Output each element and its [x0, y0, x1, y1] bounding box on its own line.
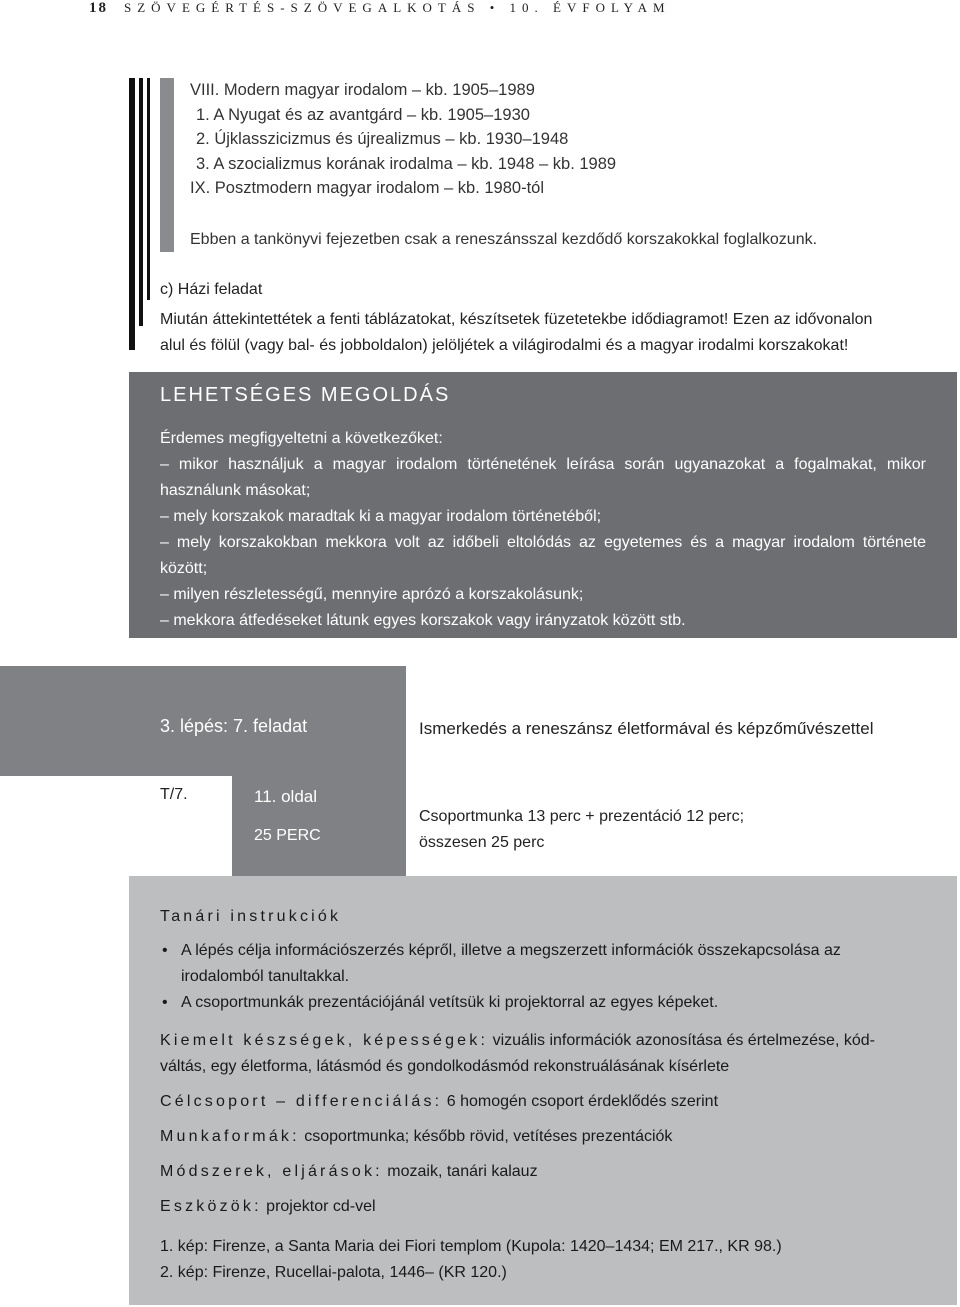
solution-item: – milyen részletességű, mennyire aprózó a korszakolásunk;	[160, 586, 584, 603]
target-label: Célcsoport – differenciálás:	[160, 1093, 443, 1110]
instruction-bullet	[160, 990, 927, 1016]
skills-line	[160, 1028, 927, 1054]
solution-intro: Érdemes megfigyeltetni a következőket:	[160, 430, 443, 447]
decor-stripe-2	[139, 78, 143, 326]
methods-text: mozaik, tanári kalauz	[382, 1163, 538, 1180]
solution-item: – mekkora átfedéseket látunk egyes korszakok vagy irányzatok között stb.	[160, 612, 686, 629]
forms-line	[160, 1124, 927, 1150]
target-text: 6 homogén csoport érdeklődés szerint	[442, 1093, 719, 1110]
era-item: 1. A Nyugat és az avantgárd – kb. 1905–1930	[196, 105, 530, 124]
bullet-line: A csoportmunkák prezentációjánál vetítsük ki projektorral az egyes képeket.	[181, 994, 719, 1011]
page-reference-box	[232, 776, 406, 876]
page-reference: 11. oldal	[254, 787, 318, 806]
page-number: 18	[89, 0, 108, 16]
step-title: Ismerkedés a reneszánsz életformával és képzőművészettel	[419, 719, 874, 738]
instructions-box	[129, 876, 957, 1305]
bullet-icon: •	[162, 942, 168, 959]
duration: 25 PERC	[254, 827, 321, 844]
decor-stripe-1	[129, 78, 135, 350]
task-number: T/7.	[160, 786, 188, 803]
methods-line	[160, 1159, 927, 1185]
skills-label: Kiemelt készségek, képességek:	[160, 1032, 489, 1049]
era-item: 2. Újklasszicizmus és újrealizmus – kb. 1930–1948	[196, 130, 569, 148]
bullet-line: irodalomból tanultakkal.	[181, 968, 350, 985]
forms-label: Munkaformák:	[160, 1128, 300, 1145]
group-line: összesen 25 perc	[419, 834, 545, 851]
forms-text: csoportmunka; később rövid, vetítéses prezentációk	[299, 1128, 673, 1145]
running-header	[89, 0, 671, 17]
era-item: 3. A szocializmus korának irodalma – kb. 1948 – kb. 1989	[196, 154, 617, 173]
homework-title: c) Házi feladat	[160, 281, 263, 298]
instructions-content	[160, 908, 927, 1286]
image-ref: 2. kép: Firenze, Rucellai-palota, 1446– (KR 120.)	[160, 1264, 507, 1281]
solution-item: – mikor használjuk a magyar irodalom történetének leírása során ugyanazokat a fogalmakat, mikor használunk másokat;	[160, 456, 926, 499]
homework-line: alul és fölül (vagy bal- és jobboldalon) jelöljétek a világirodalmi és a magyar irodalmi korszakokat!	[160, 337, 849, 354]
solution-body	[160, 426, 926, 634]
instructions-heading: Tanári instrukciók	[160, 908, 342, 925]
bullet-icon: •	[162, 994, 168, 1011]
group-line: Csoportmunka 13 perc + prezentáció 12 perc;	[419, 808, 745, 825]
group-work-text	[419, 804, 744, 856]
chapter-note: Ebben a tankönyvi fejezetben csak a reneszánsszal kezdődő korszakokkal foglalkozunk.	[190, 231, 818, 248]
step-label: 3. lépés: 7. feladat	[160, 716, 308, 736]
decor-stripe-3	[147, 78, 150, 300]
running-title: SZÖVEGÉRTÉS-SZÖVEGALKOTÁS • 10. ÉVFOLYAM	[124, 0, 671, 15]
methods-label: Módszerek, eljárások:	[160, 1163, 383, 1180]
tools-label: Eszközök:	[160, 1198, 262, 1215]
solution-item: – mely korszakokban mekkora volt az időbeli eltolódás az egyetemes és a magyar irodalom története között;	[160, 534, 926, 577]
era-list	[190, 78, 616, 201]
solution-item: – mely korszakok maradtak ki a magyar irodalom történetéből;	[160, 508, 602, 525]
tools-line	[160, 1194, 927, 1220]
skills-line-2: váltás, egy életforma, látásmód és gondolkodásmód rekonstruálásának kísérlete	[160, 1058, 730, 1075]
homework-line: Miután áttekintettétek a fenti táblázatokat, készítsetek füzetetekbe idődiagramot! Ezen az idővonalon	[160, 311, 873, 328]
era-item: IX. Posztmodern magyar irodalom – kb. 1980-tól	[190, 179, 545, 197]
solution-box	[129, 372, 957, 638]
era-item: VIII. Modern magyar irodalom – kb. 1905–1989	[190, 81, 535, 99]
image-ref: 1. kép: Firenze, a Santa Maria dei Fiori templom (Kupola: 1420–1434; EM 217., KR 98.)	[160, 1238, 782, 1255]
solution-title: LEHETSÉGES MEGOLDÁS	[160, 384, 451, 406]
instruction-bullet	[160, 938, 927, 990]
skills-text: vizuális információk azonosítása és értelmezése, kód-	[488, 1032, 875, 1049]
target-line	[160, 1089, 927, 1115]
tools-text: projektor cd-vel	[261, 1198, 376, 1215]
decor-stripe-4	[160, 78, 174, 252]
homework-text	[160, 307, 960, 359]
bullet-line: A lépés célja információszerzés képről, illetve a megszerzett információk összekapcsolása az	[181, 942, 841, 959]
